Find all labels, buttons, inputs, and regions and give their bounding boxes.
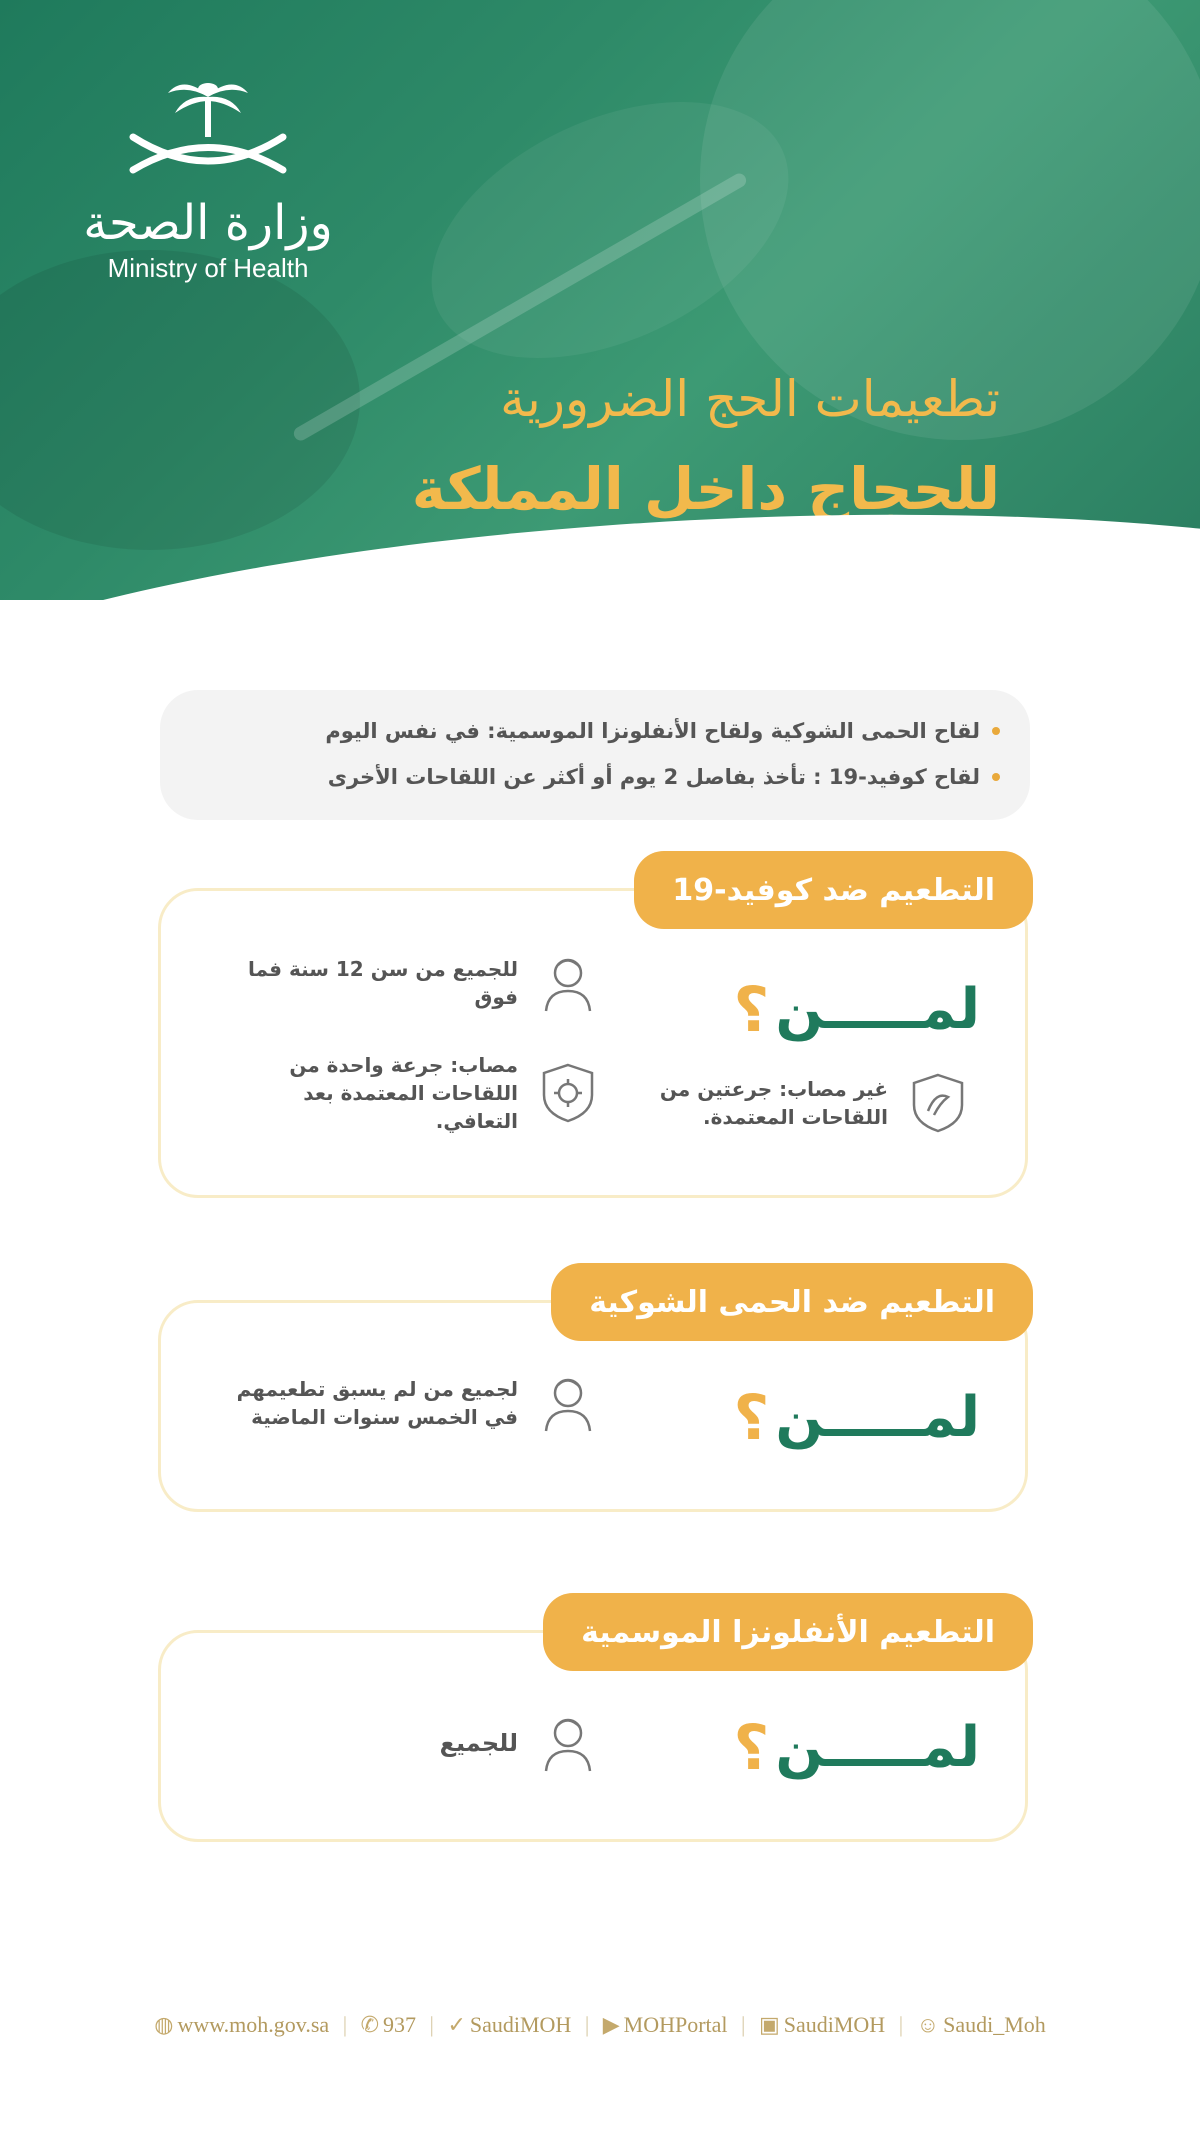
page-title-line1: تطعيمات الحج الضرورية (500, 370, 1000, 428)
ministry-name-en: Ministry of Health (107, 253, 309, 283)
target-text: للجميع (439, 1729, 518, 1757)
age-item (200, 951, 600, 1015)
infected-item (200, 1051, 600, 1135)
target-item (200, 1371, 600, 1435)
who-text: لمـــــن (775, 1715, 980, 1780)
card-title: التطعيم الأنفلونزا الموسمية (543, 1593, 1033, 1671)
ministry-logo (78, 75, 338, 283)
virus-shield-icon (536, 1061, 600, 1125)
note-text: لقاح كوفيد-19 : تأخذ بفاصل 2 يوم أو أكثر عن اللقاحات الأخرى (327, 765, 980, 789)
card-title: التطعيم ضد كوفيد-19 (634, 851, 1033, 929)
divider: | (429, 2012, 434, 2037)
note-text: لقاح الحمى الشوكية ولقاح الأنفلونزا الموسمية: في نفس اليوم (325, 719, 980, 743)
header-banner (0, 0, 1200, 600)
website-link[interactable]: ◍ www.moh.gov.sa (154, 2012, 330, 2037)
facebook-icon: ▣ (758, 2012, 780, 2037)
who-label (733, 1381, 980, 1454)
who-label (733, 973, 980, 1046)
divider: | (741, 2012, 746, 2037)
facebook-link[interactable]: ▣ SaudiMOH (758, 2012, 886, 2037)
question-mark-icon: ؟ (733, 973, 770, 1046)
infected-text: مصاب: جرعة واحدة من اللقاحات المعتمدة بعد التعافي. (289, 1053, 518, 1133)
page-title-line2: للحجاج داخل المملكة (411, 455, 1000, 523)
question-mark-icon: ؟ (733, 1381, 770, 1454)
person-icon (536, 1711, 600, 1775)
covid-vaccine-card (158, 872, 1028, 1198)
note-item (190, 754, 1000, 800)
youtube-link[interactable]: ▶ MOHPortal (602, 2012, 728, 2037)
meningitis-vaccine-card (158, 1284, 1028, 1512)
note-item (190, 708, 1000, 754)
decor-shape (0, 250, 360, 550)
who-text: لمـــــن (775, 977, 980, 1042)
phone-icon: ✆ (360, 2012, 380, 2037)
divider: | (584, 2012, 590, 2037)
person-icon (536, 1371, 600, 1435)
snapchat-icon: ☺ (916, 2012, 940, 2037)
notes-box (160, 690, 1030, 820)
card-title: التطعيم ضد الحمى الشوكية (551, 1263, 1033, 1341)
divider: | (342, 2012, 348, 2037)
snapchat-link[interactable]: ☺ Saudi_Moh (916, 2012, 1046, 2037)
age-text: للجميع من سن 12 سنة فما فوق (247, 957, 518, 1009)
palm-swords-emblem-icon (113, 75, 303, 185)
twitter-icon: ✓ (447, 2012, 466, 2037)
phone-link[interactable]: ✆ 937 (360, 2012, 417, 2037)
footer-contacts (0, 2012, 1200, 2038)
who-label (733, 1711, 980, 1784)
target-item (200, 1711, 600, 1775)
ministry-name-ar: وزارة الصحة (83, 195, 333, 251)
twitter-link[interactable]: ✓ SaudiMOH (447, 2012, 572, 2037)
person-icon (536, 951, 600, 1015)
question-mark-icon: ؟ (733, 1711, 770, 1784)
who-text: لمـــــن (775, 1385, 980, 1450)
target-text: لجميع من لم يسبق تطعيمهم في الخمس سنوات الماضية (236, 1377, 518, 1429)
divider: | (898, 2012, 904, 2037)
shield-icon (906, 1071, 970, 1135)
bullet-icon (992, 773, 1000, 781)
flu-vaccine-card (158, 1614, 1028, 1842)
youtube-icon: ▶ (602, 2012, 620, 2037)
not-infected-text: غير مصاب: جرعتين من اللقاحات المعتمدة. (659, 1077, 888, 1129)
globe-icon: ◍ (154, 2012, 174, 2037)
not-infected-item (570, 1071, 970, 1135)
bullet-icon (992, 727, 1000, 735)
